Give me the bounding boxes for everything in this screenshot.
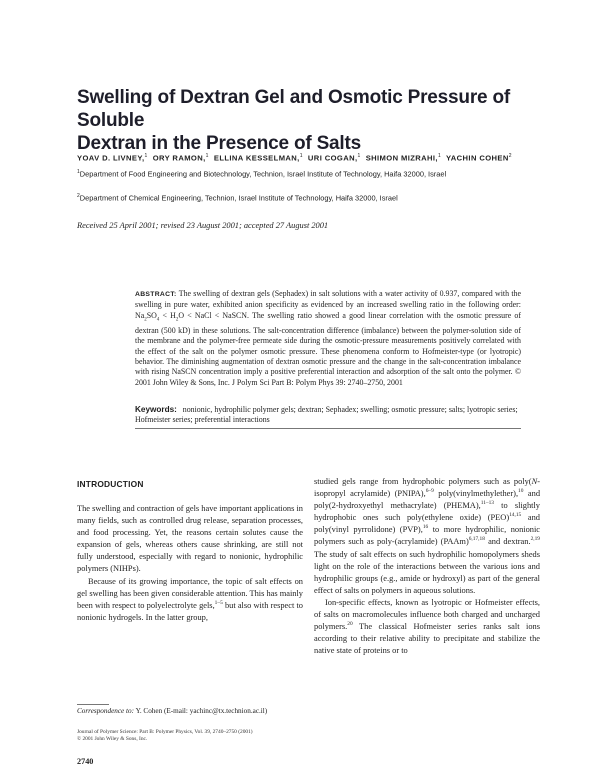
author-affil-mark: 1 xyxy=(357,153,361,159)
citation-ref: 1–5 xyxy=(214,599,223,606)
author-affil-mark: 1 xyxy=(437,153,442,159)
citation-ref: 2,19 xyxy=(530,536,540,543)
correspondence-note xyxy=(77,707,303,716)
italic-text: N xyxy=(531,477,538,486)
body-column-right xyxy=(314,476,540,657)
author: URI COGAN, xyxy=(307,153,358,163)
citation-ref: 10 xyxy=(518,488,524,495)
page-number: 2740 xyxy=(77,757,94,766)
citation-ref: 14,15 xyxy=(509,512,522,519)
correspondence-label: Correspondence to: xyxy=(77,707,135,715)
paragraph-text: The study of salt effects on such hydrophilic homopolymers sheds light on the role of the interactions between the various ions and hydrophilic groups (e.g., amide or hydroxyl) as part of the general effect of salts on polymers in aqueous solutions. xyxy=(314,549,540,595)
abstract-text: SO xyxy=(146,310,157,320)
keywords xyxy=(135,405,521,426)
affiliation-mark: 2 xyxy=(77,193,80,199)
citation-ref: 11–13 xyxy=(480,500,494,507)
affiliation-text: Department of Food Engineering and Biotechnology, Technion, Israel Institute of Technology, Haifa 32000, Israel xyxy=(79,169,447,179)
paragraph: The swelling and contraction of gels have important applications in many fields, such as controlled drug release, separation processes, and food processing. Yet, the reasons certain solutes cause the expansion of gels, whereas others cause shrinking, are still not fully understood, especially with regard to nonionic, hydrophilic polymers (NIHPs). xyxy=(77,504,303,574)
journal-info xyxy=(77,729,317,744)
author-affil-mark: 2 xyxy=(508,153,512,159)
paragraph-text: Because of its growing importance, the topic of salt effects on gel swelling has been given considerable attention. This has mainly been with respect to polyelectrolyte gels, xyxy=(77,576,303,610)
author: YACHIN COHEN xyxy=(446,153,509,163)
affiliation-2 xyxy=(77,193,557,202)
abstract-heading: ABSTRACT: xyxy=(135,291,177,298)
abstract-text: The swelling of dextran gels (Sephadex) in salt solutions with a water activity of 0.937, compared with the swelling in pure water, exhibited anion specificity as evidenced by an increased swelling ratio in the following order: Na xyxy=(135,289,521,320)
footnote-divider xyxy=(77,704,109,705)
paragraph-text: -isopropyl acrylamide) (PNIPA), xyxy=(314,477,540,499)
affiliation-mark: 1 xyxy=(77,169,80,175)
paragraph-text: and poly(2-hydroxyethyl methacrylate) (PHEMA), xyxy=(314,489,541,511)
title-line-1: Swelling of Dextran Gel and Osmotic Pressure of Soluble xyxy=(77,87,510,131)
citation-ref: 6,17,18 xyxy=(468,536,485,543)
article-title xyxy=(77,86,557,155)
correspondence-text: Y. Cohen (E-mail: yachinc@tx.technion.ac.il) xyxy=(135,707,268,715)
copyright: © 2001 John Wiley & Sons, Inc. xyxy=(77,736,148,743)
citation-ref: 16 xyxy=(422,524,429,531)
paragraph-text: studied gels range from hydrophobic polymers such as poly( xyxy=(314,477,532,486)
body-column-left xyxy=(77,503,303,624)
subscript: 4 xyxy=(156,317,160,323)
paragraph xyxy=(314,476,540,597)
author-affil-mark: 1 xyxy=(205,153,209,159)
abstract-text: O < NaCl < NaSCN. The swelling ratio showed a good linear correlation with the osmotic pressure of dextran (500 kD) in these solutions. The salt-concentration difference (imbalance) between the polymer-solution side of the membrane and the polymer-free permeate side during the osmotic-pressure measurements positively correlated with the effect of the salt on the polymer osmotic pressure. These phenomena conform to Hofmeister-type (or lyotropic) behavior. The diminishing augmentation of dextran osmotic pressure and the change in the salt-concentration imbalance with rising NaSCN concentration imply a positive preferential interaction and adsorption of the salt onto the polymer. © 2001 John Wiley & Sons, Inc. J Polym Sci Part B: Polym Phys 39: 2740–2750, 2001 xyxy=(135,310,521,387)
paragraph-text: Ion-specific effects, known as lyotropic or Hofmeister effects, of salts on macromolecules influence both charged and uncharged polymers. xyxy=(314,597,540,632)
affiliation-text: Department of Chemical Engineering, Technion, Israel Institute of Technology, Haifa 32000, Israel xyxy=(79,193,398,203)
citation-ref: 20 xyxy=(347,621,353,628)
paragraph-text: to more hydrophilic, nonionic polymers such as poly-(acrylamide) (PAAm) xyxy=(314,525,540,547)
paragraph-text: and dextran. xyxy=(484,537,531,547)
title-line-2: Dextran in the Presence of Salts xyxy=(77,133,361,154)
author-list xyxy=(77,153,557,163)
paragraph-text: The classical Hofmeister series ranks salt ions according to their relative ability to precipitate and stabilize the native state of proteins or to xyxy=(314,622,540,656)
paragraph-text: but also with respect to nonionic hydrogels. In the latter group, xyxy=(77,600,303,622)
author-affil-mark: 1 xyxy=(299,153,303,159)
author: ORY RAMON, xyxy=(152,153,206,163)
section-heading-introduction: INTRODUCTION xyxy=(77,479,144,489)
subscript: 2 xyxy=(144,317,147,323)
received-dates: Received 25 April 2001; revised 23 August 2001; accepted 27 August 2001 xyxy=(77,221,329,230)
paragraph-text: poly(vinylmethylether), xyxy=(433,489,519,499)
affiliation-1 xyxy=(77,169,557,178)
author: ELLINA KESSELMAN, xyxy=(213,153,300,163)
paragraph-text: and poly(vinyl pyrrolidone) (PVP), xyxy=(314,513,540,535)
abstract xyxy=(135,289,521,388)
author: YOAV D. LIVNEY, xyxy=(77,153,145,163)
journal-citation: Journal of Polymer Science: Part B: Polymer Physics, Vol. 39, 2740–2750 (2001) xyxy=(77,729,253,735)
author-affil-mark: 1 xyxy=(144,153,148,159)
keywords-text: nonionic, hydrophilic polymer gels; dextran; Sephadex; swelling; osmotic pressure; salts; lyotropic series; Hofmeister series; preferential interactions xyxy=(135,405,518,425)
paragraph xyxy=(77,576,303,624)
keywords-heading: Keywords: xyxy=(135,405,177,414)
author: SHIMON MIZRAHI, xyxy=(365,153,438,163)
paragraph xyxy=(314,597,540,657)
paragraph-text: to slightly hydrophobic ones such poly(ethylene oxide) (PEO) xyxy=(314,501,540,523)
abstract-text: < H xyxy=(159,310,176,320)
citation-ref: 6–9 xyxy=(425,488,434,495)
abstract-divider xyxy=(135,428,521,429)
subscript: 2 xyxy=(175,317,179,323)
